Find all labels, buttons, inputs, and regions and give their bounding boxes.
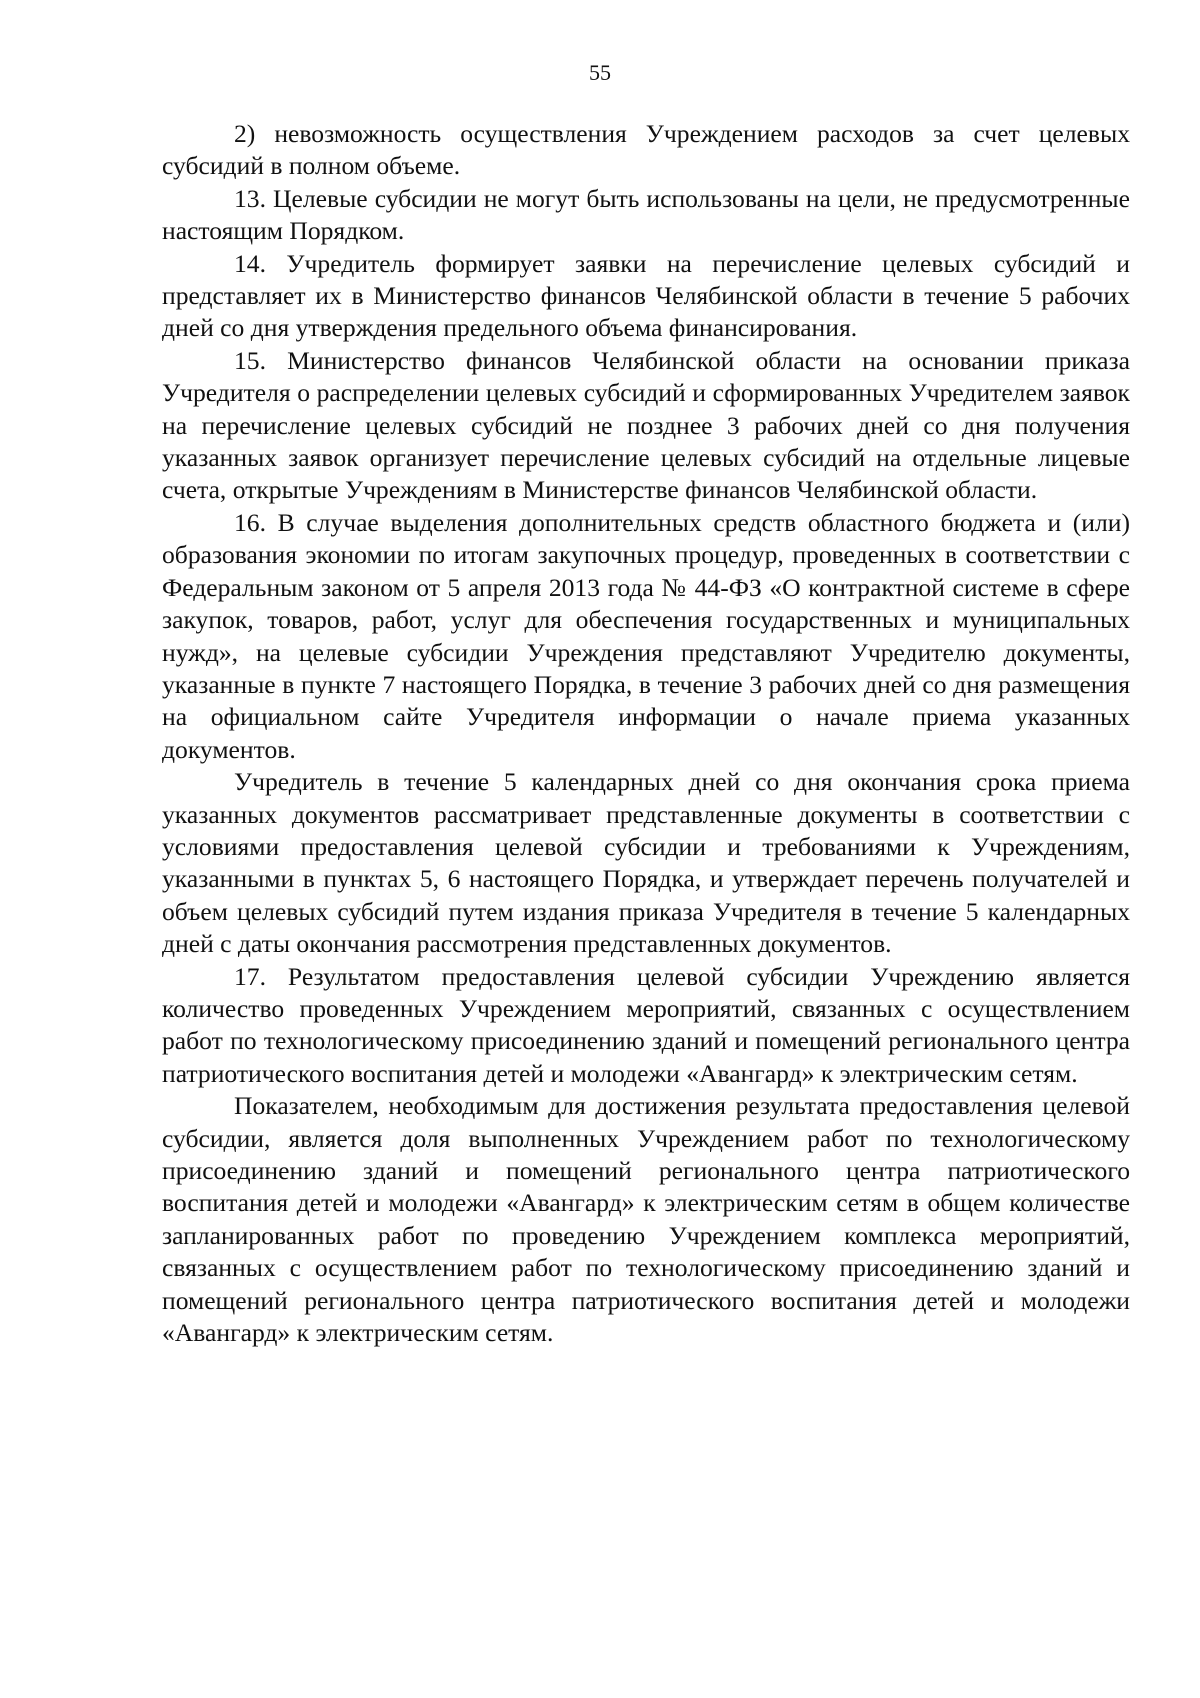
- paragraph-14: 14. Учредитель формирует заявки на перечисление целевых субсидий и представляет их в Министерство финансов Челябинской области в течение 5 рабочих дней со дня утверждения предельного объема финансирования.: [162, 248, 1130, 343]
- paragraph-16: 16. В случае выделения дополнительных средств областного бюджета и (или) образования экономии по итогам закупочных процедур, проведенных в соответствии с Федеральным законом от 5 апреля 2013 года № 44-ФЗ «О контрактной системе в сфере закупок, товаров, работ, услуг для обеспечения государственных и муниципальных нужд», на целевые субсидии Учреждения представляют Учредителю документы, указанные в пункте 7 настоящего Порядка, в течение 3 рабочих дней со дня размещения на официальном сайте Учредителя информации о начале приема указанных документов.: [162, 507, 1130, 764]
- paragraph-15: 15. Министерство финансов Челябинской области на основании приказа Учредителя о распределении целевых субсидий и сформированных Учредителем заявок на перечисление целевых субсидий не позднее 3 рабочих дней со дня получения указанных заявок организует перечисление целевых субсидий на отдельные лицевые счета, открытые Учреждениям в Министерстве финансов Челябинской области.: [162, 345, 1130, 505]
- paragraph-16-continuation: Учредитель в течение 5 календарных дней со дня окончания срока приема указанных документов рассматривает представленные документы в соответствии с условиями предоставления целевой субсидии и требованиями к Учреждениям, указанными в пунктах 5, 6 настоящего Порядка, и утверждает перечень получателей и объем целевых субсидий путем издания приказа Учредителя в течение 5 календарных дней с даты окончания рассмотрения представленных документов.: [162, 767, 1130, 959]
- paragraph-13: 13. Целевые субсидии не могут быть использованы на цели, не предусмотренные настоящим Порядком.: [162, 183, 1130, 246]
- paragraph-17: 17. Результатом предоставления целевой субсидии Учреждению является количество проведенных Учреждением мероприятий, связанных с осуществлением работ по технологическому присоединению зданий и помещений регионального центра патриотического воспитания детей и молодежи «Авангард» к электрическим сетям.: [162, 961, 1130, 1088]
- document-body: [162, 118, 1130, 1349]
- paragraph-17-indicator: Показателем, необходимым для достижения результата предоставления целевой субсидии, является доля выполненных Учреждением работ по технологическому присоединению зданий и помещений регионального центра патриотического воспитания детей и молодежи «Авангард» к электрическим сетям в общем количестве запланированных работ по проведению Учреждением комплекса мероприятий, связанных с осуществлением работ по технологическому присоединению зданий и помещений регионального центра патриотического воспитания детей и молодежи «Авангард» к электрическим сетям.: [162, 1091, 1130, 1348]
- page-number: 55: [589, 60, 611, 85]
- paragraph-subsidy-expense-impossibility: 2) невозможность осуществления Учреждением расходов за счет целевых субсидий в полном объеме.: [162, 119, 1130, 181]
